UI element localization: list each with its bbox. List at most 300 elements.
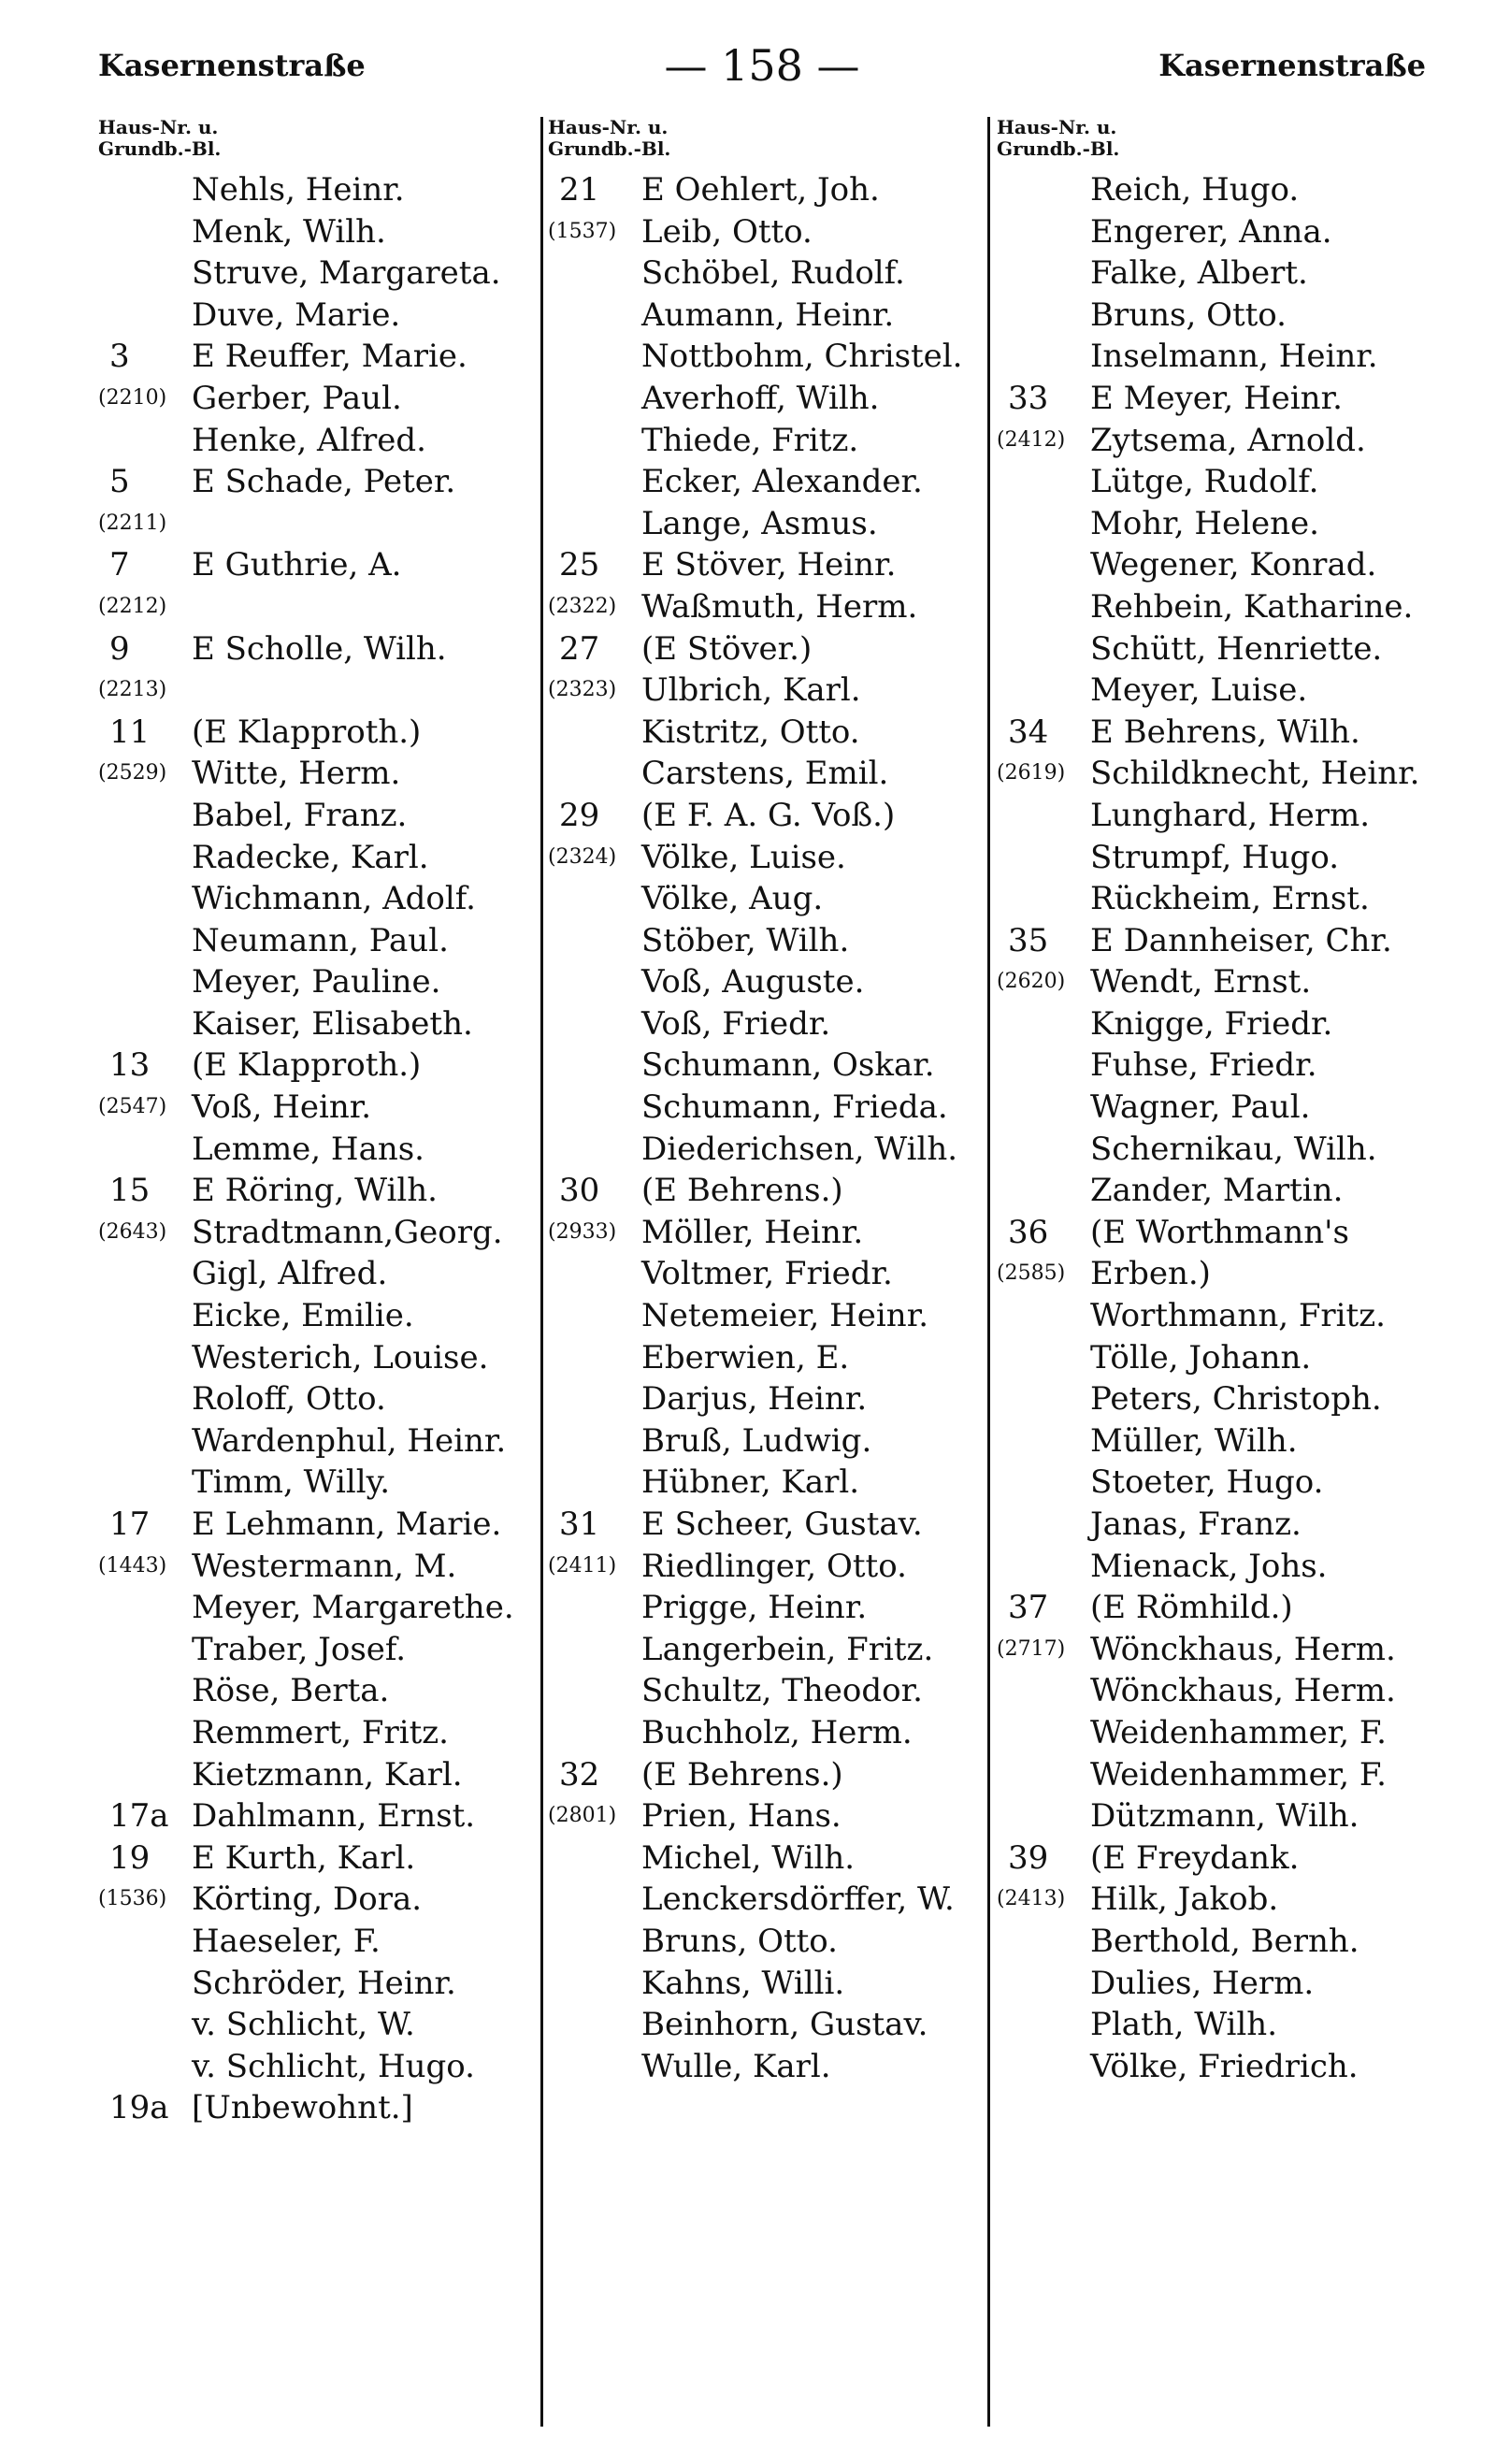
resident-name: Berthold, Bernh. bbox=[1090, 1922, 1359, 1960]
column-header-line2: Grundb.-Bl. bbox=[548, 137, 671, 160]
directory-entry bbox=[997, 1253, 1434, 1295]
land-register-number: (2412) bbox=[997, 427, 1066, 452]
directory-entry bbox=[98, 2087, 536, 2129]
header-street-right: Kasernenstraße bbox=[1158, 48, 1426, 83]
resident-name: Riedlinger, Otto. bbox=[641, 1547, 907, 1585]
resident-name: Schumann, Oskar. bbox=[641, 1046, 935, 1085]
land-register-number: (2529) bbox=[98, 761, 167, 785]
directory-entry bbox=[548, 1754, 985, 1796]
resident-name: Voltmer, Friedr. bbox=[641, 1255, 893, 1293]
house-number: 19 bbox=[109, 1838, 151, 1877]
resident-name: E Stöver, Heinr. bbox=[641, 546, 897, 584]
resident-name: Völke, Friedrich. bbox=[1090, 2047, 1359, 2085]
directory-entry bbox=[98, 670, 536, 712]
directory-entry bbox=[997, 1129, 1434, 1171]
resident-name: Menk, Wilh. bbox=[192, 212, 386, 251]
directory-entry bbox=[997, 1462, 1434, 1504]
column-header bbox=[997, 117, 1434, 169]
resident-name: Haeseler, F. bbox=[192, 1922, 381, 1960]
directory-entry bbox=[548, 1504, 985, 1546]
directory-entry bbox=[548, 378, 985, 420]
column-header bbox=[548, 117, 985, 169]
directory-entry bbox=[98, 1670, 536, 1712]
resident-name: Janas, Franz. bbox=[1090, 1506, 1302, 1543]
resident-name: Rehbein, Katharine. bbox=[1090, 587, 1414, 626]
directory-entry bbox=[548, 295, 985, 337]
directory-entry bbox=[98, 920, 536, 962]
directory-entry bbox=[997, 1378, 1434, 1420]
resident-name: Röse, Berta. bbox=[192, 1672, 390, 1710]
resident-name: Gigl, Alfred. bbox=[192, 1255, 388, 1293]
land-register-number: (2933) bbox=[548, 1219, 617, 1244]
land-register-number: (1537) bbox=[548, 219, 617, 243]
directory-entry bbox=[98, 1003, 536, 1045]
directory-entry bbox=[548, 753, 985, 795]
directory-entry bbox=[997, 961, 1434, 1003]
directory-entry bbox=[997, 1546, 1434, 1588]
resident-name: Engerer, Anna. bbox=[1090, 212, 1332, 251]
directory-entry bbox=[548, 1087, 985, 1129]
directory-entry bbox=[548, 1045, 985, 1087]
directory-entry bbox=[997, 295, 1434, 337]
directory-entry bbox=[997, 1337, 1434, 1379]
resident-name: Leib, Otto. bbox=[641, 212, 813, 251]
directory-entry bbox=[548, 1462, 985, 1504]
directory-entry bbox=[98, 628, 536, 670]
directory-entry bbox=[98, 837, 536, 879]
resident-name: Hilk, Jakob. bbox=[1090, 1880, 1279, 1919]
resident-name: Bruns, Otto. bbox=[1090, 295, 1287, 334]
resident-name: Ecker, Alexander. bbox=[641, 463, 923, 501]
directory-entry bbox=[548, 252, 985, 295]
directory-entry bbox=[997, 670, 1434, 712]
column-header-line1: Haus-Nr. u. bbox=[548, 116, 669, 138]
resident-name: Meyer, Pauline. bbox=[192, 963, 441, 1001]
directory-entry bbox=[997, 837, 1434, 879]
directory-entry bbox=[98, 336, 536, 378]
directory-entry bbox=[548, 420, 985, 462]
resident-name: v. Schlicht, Hugo. bbox=[192, 2047, 475, 2085]
resident-name: Wardenphul, Heinr. bbox=[192, 1421, 507, 1460]
house-number: 39 bbox=[1008, 1838, 1049, 1877]
directory-entry bbox=[98, 211, 536, 253]
house-number: 34 bbox=[1008, 713, 1049, 751]
resident-name: E Behrens, Wilh. bbox=[1090, 713, 1360, 751]
directory-entry bbox=[997, 712, 1434, 754]
resident-name: Gerber, Paul. bbox=[192, 379, 402, 417]
directory-entry bbox=[98, 1754, 536, 1796]
resident-name: Kietzmann, Karl. bbox=[192, 1755, 463, 1794]
resident-name: Babel, Franz. bbox=[192, 796, 408, 834]
resident-name: (E Behrens.) bbox=[641, 1172, 843, 1210]
resident-name: Schildknecht, Heinr. bbox=[1090, 755, 1420, 793]
directory-entry bbox=[548, 837, 985, 879]
directory-entry bbox=[997, 252, 1434, 295]
directory-entry bbox=[98, 1504, 536, 1546]
house-number: 33 bbox=[1008, 379, 1049, 417]
directory-entry bbox=[997, 1629, 1434, 1671]
resident-name: Peters, Christoph. bbox=[1090, 1380, 1382, 1419]
directory-entry bbox=[98, 1462, 536, 1504]
directory-entry bbox=[997, 1921, 1434, 1963]
resident-name: Fuhse, Friedr. bbox=[1090, 1046, 1317, 1085]
directory-entry bbox=[997, 1420, 1434, 1463]
directory-entry bbox=[997, 420, 1434, 462]
resident-name: E Röring, Wilh. bbox=[192, 1172, 438, 1210]
resident-name: Schütt, Henriette. bbox=[1090, 629, 1383, 668]
column-header-line1: Haus-Nr. u. bbox=[997, 116, 1117, 138]
resident-name: Schultz, Theodor. bbox=[641, 1672, 923, 1710]
resident-name: Lemme, Hans. bbox=[192, 1130, 424, 1168]
house-number: 35 bbox=[1008, 921, 1049, 959]
land-register-number: (2585) bbox=[997, 1261, 1066, 1286]
resident-name: Nottbohm, Christel. bbox=[641, 338, 963, 376]
resident-name: Lange, Asmus. bbox=[641, 504, 878, 542]
directory-entry bbox=[98, 544, 536, 586]
column-rule bbox=[540, 117, 543, 2427]
running-head bbox=[98, 37, 1426, 94]
resident-name: Völke, Luise. bbox=[641, 838, 846, 876]
directory-entry bbox=[98, 1378, 536, 1420]
resident-name: Michel, Wilh. bbox=[641, 1838, 856, 1877]
resident-name: Wönckhaus, Herm. bbox=[1090, 1672, 1396, 1710]
resident-name: Plath, Wilh. bbox=[1090, 2006, 1277, 2044]
resident-name: Netemeier, Heinr. bbox=[641, 1297, 929, 1335]
directory-entry bbox=[548, 1670, 985, 1712]
house-number: 9 bbox=[109, 629, 130, 668]
directory-entry bbox=[997, 1045, 1434, 1087]
directory-entry bbox=[98, 2004, 536, 2046]
house-number: 17a bbox=[109, 1797, 169, 1836]
column-1 bbox=[98, 117, 536, 2427]
resident-name: Wönckhaus, Herm. bbox=[1090, 1630, 1396, 1668]
resident-name: Völke, Aug. bbox=[641, 880, 824, 918]
house-number: 15 bbox=[109, 1172, 151, 1210]
resident-name: Voß, Friedr. bbox=[641, 1004, 831, 1043]
resident-name: Reich, Hugo. bbox=[1090, 171, 1300, 209]
resident-name: Dahlmann, Ernst. bbox=[192, 1797, 476, 1836]
resident-name: Aumann, Heinr. bbox=[641, 295, 895, 334]
directory-entry bbox=[548, 1420, 985, 1463]
directory-entry bbox=[548, 1546, 985, 1588]
resident-name: Henke, Alfred. bbox=[192, 421, 426, 459]
directory-entry bbox=[548, 1712, 985, 1754]
directory-entry bbox=[997, 1504, 1434, 1546]
directory-entry bbox=[98, 961, 536, 1003]
house-number: 37 bbox=[1008, 1589, 1049, 1627]
resident-name: (E Klapproth.) bbox=[192, 713, 422, 751]
directory-entry bbox=[997, 795, 1434, 837]
house-number: 5 bbox=[109, 463, 130, 501]
directory-entry bbox=[98, 295, 536, 337]
resident-name: Voß, Auguste. bbox=[641, 963, 865, 1001]
resident-name: Müller, Wilh. bbox=[1090, 1421, 1298, 1460]
resident-name: Falke, Albert. bbox=[1090, 254, 1308, 293]
directory-entry bbox=[98, 586, 536, 628]
house-number: 32 bbox=[559, 1755, 600, 1794]
directory-entry bbox=[98, 1879, 536, 1921]
resident-name: Lütge, Rudolf. bbox=[1090, 463, 1319, 501]
directory-entry bbox=[997, 211, 1434, 253]
land-register-number: (2213) bbox=[98, 678, 167, 702]
directory-entry bbox=[98, 753, 536, 795]
resident-name: [Unbewohnt.] bbox=[192, 2089, 413, 2127]
directory-entry bbox=[98, 795, 536, 837]
resident-name: v. Schlicht, W. bbox=[192, 2006, 415, 2044]
house-number: 11 bbox=[109, 713, 151, 751]
directory-entry bbox=[997, 1963, 1434, 2005]
land-register-number: (2801) bbox=[548, 1804, 617, 1828]
directory-entry bbox=[997, 1837, 1434, 1880]
resident-name: Neumann, Paul. bbox=[192, 921, 449, 959]
directory-entry bbox=[548, 878, 985, 920]
directory-entry bbox=[548, 503, 985, 545]
house-number: 31 bbox=[559, 1506, 600, 1543]
directory-entry bbox=[98, 1921, 536, 1963]
resident-name: Schröder, Heinr. bbox=[192, 1964, 456, 2002]
resident-name: Meyer, Margarethe. bbox=[192, 1589, 514, 1627]
directory-entry bbox=[548, 1295, 985, 1337]
directory-entry bbox=[997, 1295, 1434, 1337]
resident-name: E Kurth, Karl. bbox=[192, 1838, 416, 1877]
resident-name: Lenckersdörffer, W. bbox=[641, 1880, 955, 1919]
resident-name: Dützmann, Wilh. bbox=[1090, 1797, 1359, 1836]
resident-name: Kistritz, Otto. bbox=[641, 713, 860, 751]
directory-entry bbox=[548, 712, 985, 754]
directory-entry bbox=[548, 1170, 985, 1212]
land-register-number: (2717) bbox=[997, 1636, 1066, 1661]
land-register-number: (2322) bbox=[548, 594, 617, 618]
directory-entry bbox=[98, 1712, 536, 1754]
land-register-number: (2620) bbox=[997, 970, 1066, 994]
directory-entry bbox=[98, 1837, 536, 1880]
resident-name: (E Freydank. bbox=[1090, 1838, 1300, 1877]
directory-entry bbox=[98, 1587, 536, 1629]
column-2 bbox=[548, 117, 985, 2427]
directory-entry bbox=[98, 1045, 536, 1087]
column-header-line2: Grundb.-Bl. bbox=[997, 137, 1120, 160]
resident-name: Kaiser, Elisabeth. bbox=[192, 1004, 473, 1043]
resident-name: Waßmuth, Herm. bbox=[641, 587, 918, 626]
resident-name: Wichmann, Adolf. bbox=[192, 880, 476, 918]
directory-entry bbox=[98, 712, 536, 754]
land-register-number: (2212) bbox=[98, 594, 167, 618]
directory-entry bbox=[548, 461, 985, 503]
directory-entry bbox=[997, 1212, 1434, 1254]
directory-entry bbox=[98, 1546, 536, 1588]
directory-entry bbox=[98, 461, 536, 503]
resident-name: Bruns, Otto. bbox=[641, 1922, 838, 1960]
directory-entry bbox=[997, 920, 1434, 962]
resident-name: E Dannheiser, Chr. bbox=[1090, 921, 1392, 959]
directory-entry bbox=[548, 670, 985, 712]
resident-name: Mohr, Helene. bbox=[1090, 504, 1319, 542]
resident-name: Diederichsen, Wilh. bbox=[641, 1130, 958, 1168]
land-register-number: (2619) bbox=[997, 761, 1066, 785]
resident-name: Westermann, M. bbox=[192, 1547, 457, 1585]
resident-name: Bruß, Ludwig. bbox=[641, 1421, 872, 1460]
directory-entry bbox=[997, 461, 1434, 503]
land-register-number: (2411) bbox=[548, 1553, 617, 1578]
resident-name: Duve, Marie. bbox=[192, 295, 401, 334]
resident-name: Struve, Margareta. bbox=[192, 254, 501, 293]
directory-entry bbox=[997, 1087, 1434, 1129]
resident-name: Lunghard, Herm. bbox=[1090, 796, 1371, 834]
resident-name: (E Behrens.) bbox=[641, 1755, 843, 1794]
resident-name: Thiede, Fritz. bbox=[641, 421, 859, 459]
directory-entry bbox=[997, 378, 1434, 420]
directory-entry bbox=[548, 1921, 985, 1963]
house-number: 36 bbox=[1008, 1213, 1049, 1251]
resident-name: Ulbrich, Karl. bbox=[641, 671, 861, 710]
resident-name: Remmert, Fritz. bbox=[192, 1713, 449, 1751]
directory-entry bbox=[98, 1795, 536, 1837]
resident-name: Stoeter, Hugo. bbox=[1090, 1463, 1324, 1502]
resident-name: Prien, Hans. bbox=[641, 1797, 842, 1836]
directory-entry bbox=[997, 878, 1434, 920]
resident-name: Schumann, Frieda. bbox=[641, 1088, 948, 1127]
directory-entry bbox=[548, 1378, 985, 1420]
directory-entry bbox=[548, 920, 985, 962]
header-street-left: Kasernenstraße bbox=[98, 48, 366, 83]
resident-name: Traber, Josef. bbox=[192, 1630, 407, 1668]
directory-entry bbox=[548, 1253, 985, 1295]
resident-name: Radecke, Karl. bbox=[192, 838, 429, 876]
directory-entry bbox=[548, 1795, 985, 1837]
resident-name: E Guthrie, A. bbox=[192, 546, 402, 584]
directory-entry bbox=[997, 503, 1434, 545]
house-number: 3 bbox=[109, 338, 130, 376]
directory-entry bbox=[997, 586, 1434, 628]
resident-name: Strumpf, Hugo. bbox=[1090, 838, 1340, 876]
house-number: 30 bbox=[559, 1172, 600, 1210]
resident-name: Mienack, Johs. bbox=[1090, 1547, 1328, 1585]
resident-name: Meyer, Luise. bbox=[1090, 671, 1308, 710]
directory-entry bbox=[98, 1253, 536, 1295]
directory-entry bbox=[548, 1003, 985, 1045]
resident-name: Langerbein, Fritz. bbox=[641, 1630, 934, 1668]
resident-name: Zander, Martin. bbox=[1090, 1172, 1344, 1210]
directory-entry bbox=[98, 1295, 536, 1337]
column-rule bbox=[987, 117, 990, 2427]
directory-entry bbox=[548, 1879, 985, 1921]
resident-name: Rückheim, Ernst. bbox=[1090, 880, 1370, 918]
resident-name: Carstens, Emil. bbox=[641, 755, 889, 793]
directory-entry bbox=[548, 336, 985, 378]
resident-name: E Lehmann, Marie. bbox=[192, 1506, 502, 1543]
resident-name: (E F. A. G. Voß.) bbox=[641, 796, 896, 834]
directory-entry bbox=[997, 1879, 1434, 1921]
directory-entry bbox=[548, 1337, 985, 1379]
directory-entry bbox=[98, 1212, 536, 1254]
resident-name: Weidenhammer, F. bbox=[1090, 1713, 1387, 1751]
land-register-number: (2324) bbox=[548, 844, 617, 869]
resident-name: Westerich, Louise. bbox=[192, 1338, 489, 1376]
resident-name: Wagner, Paul. bbox=[1090, 1088, 1311, 1127]
directory-entry bbox=[997, 2046, 1434, 2088]
directory-entry bbox=[548, 1587, 985, 1629]
directory-entry bbox=[548, 1963, 985, 2005]
house-number: 29 bbox=[559, 796, 600, 834]
resident-name: Stradtmann,Georg. bbox=[192, 1213, 503, 1251]
resident-name: Möller, Heinr. bbox=[641, 1213, 864, 1251]
resident-name: Voß, Heinr. bbox=[192, 1088, 372, 1127]
resident-name: Averhoff, Wilh. bbox=[641, 379, 880, 417]
resident-name: Schöbel, Rudolf. bbox=[641, 254, 905, 293]
directory-entry bbox=[997, 1795, 1434, 1837]
directory-entry bbox=[98, 503, 536, 545]
directory-entry bbox=[997, 1670, 1434, 1712]
directory-entry bbox=[548, 211, 985, 253]
directory-entry bbox=[548, 1212, 985, 1254]
resident-name: Worthmann, Fritz. bbox=[1090, 1297, 1386, 1335]
resident-name: (E Worthmann's bbox=[1090, 1213, 1349, 1251]
resident-name: Eberwien, E. bbox=[641, 1338, 850, 1376]
directory-entry bbox=[548, 169, 985, 211]
resident-name: Kahns, Willi. bbox=[641, 1964, 845, 2002]
column-header-line2: Grundb.-Bl. bbox=[98, 137, 222, 160]
directory-entry bbox=[98, 1129, 536, 1171]
resident-name: E Schade, Peter. bbox=[192, 463, 456, 501]
resident-name: Wulle, Karl. bbox=[641, 2047, 831, 2085]
land-register-number: (1536) bbox=[98, 1887, 167, 1911]
resident-name: (E Klapproth.) bbox=[192, 1046, 422, 1085]
house-number: 21 bbox=[559, 171, 600, 209]
directory-entry bbox=[997, 1170, 1434, 1212]
directory-entry bbox=[98, 1963, 536, 2005]
directory-entry bbox=[997, 336, 1434, 378]
directory-entry bbox=[548, 2004, 985, 2046]
directory-entry bbox=[997, 1754, 1434, 1796]
land-register-number: (2210) bbox=[98, 385, 167, 410]
resident-name: (E Stöver.) bbox=[641, 629, 813, 668]
directory-entry bbox=[98, 1337, 536, 1379]
directory-entry bbox=[548, 544, 985, 586]
land-register-number: (2211) bbox=[98, 511, 167, 535]
directory-entry bbox=[548, 1129, 985, 1171]
directory-entry bbox=[997, 544, 1434, 586]
resident-name: Hübner, Karl. bbox=[641, 1463, 860, 1502]
house-number: 17 bbox=[109, 1506, 151, 1543]
directory-entry bbox=[997, 169, 1434, 211]
land-register-number: (2547) bbox=[98, 1095, 167, 1119]
house-number: 19a bbox=[109, 2089, 169, 2127]
directory-entry bbox=[98, 2046, 536, 2088]
directory-entry bbox=[997, 1003, 1434, 1045]
resident-name: Erben.) bbox=[1090, 1255, 1211, 1293]
resident-name: E Scholle, Wilh. bbox=[192, 629, 447, 668]
directory-entry bbox=[98, 420, 536, 462]
house-number: 25 bbox=[559, 546, 600, 584]
resident-name: Eicke, Emilie. bbox=[192, 1297, 414, 1335]
directory-entry bbox=[98, 1087, 536, 1129]
land-register-number: (2413) bbox=[997, 1887, 1066, 1911]
house-number: 13 bbox=[109, 1046, 151, 1085]
directory-entry bbox=[997, 1712, 1434, 1754]
directory-entry bbox=[548, 586, 985, 628]
resident-name: Beinhorn, Gustav. bbox=[641, 2006, 928, 2044]
directory-entry bbox=[548, 795, 985, 837]
directory-entry bbox=[997, 628, 1434, 670]
resident-name: Stöber, Wilh. bbox=[641, 921, 850, 959]
directory-entry bbox=[548, 1837, 985, 1880]
directory-entry bbox=[98, 1420, 536, 1463]
resident-name: Nehls, Heinr. bbox=[192, 171, 405, 209]
resident-name: Wegener, Konrad. bbox=[1090, 546, 1377, 584]
page-number: — 158 — bbox=[664, 40, 860, 91]
resident-name: (E Römhild.) bbox=[1090, 1589, 1293, 1627]
directory-entry bbox=[548, 1629, 985, 1671]
